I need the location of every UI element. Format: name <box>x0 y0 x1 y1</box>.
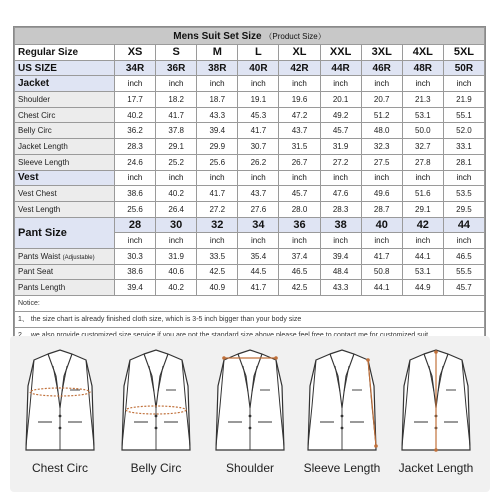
size-header-cell: XS <box>115 45 156 61</box>
us-size-cell: 50R <box>443 60 484 76</box>
measure-value: 29.1 <box>156 139 197 155</box>
measure-value: 43.3 <box>197 107 238 123</box>
measure-value: 27.8 <box>402 154 443 170</box>
measure-value: 45.7 <box>279 186 320 202</box>
pant-size-cell: 32 <box>197 217 238 233</box>
pant-size-cell: 42 <box>402 217 443 233</box>
table-row <box>15 92 485 108</box>
unit-cell: inch <box>115 233 156 249</box>
measure-value: 41.7 <box>156 107 197 123</box>
measure-value: 35.4 <box>238 248 279 264</box>
unit-cell: inch <box>443 233 484 249</box>
measure-value: 28.3 <box>320 201 361 217</box>
measure-value: 28.1 <box>443 154 484 170</box>
table-title-text: Mens Suit Set Size <box>173 30 262 42</box>
unit-cell: inch <box>156 76 197 92</box>
measure-value: 43.3 <box>320 280 361 296</box>
illustration-caption: Chest Circ <box>31 461 88 475</box>
unit-cell: inch <box>197 233 238 249</box>
measure-value: 31.9 <box>156 248 197 264</box>
size-header-cell: 4XL <box>402 45 443 61</box>
unit-cell: inch <box>279 170 320 186</box>
us-size-cell: 42R <box>279 60 320 76</box>
measure-value: 18.7 <box>197 92 238 108</box>
measure-value: 32.3 <box>361 139 402 155</box>
us-size-cell: 46R <box>361 60 402 76</box>
unit-cell: inch <box>156 170 197 186</box>
pant-size-cell: 28 <box>115 217 156 233</box>
measure-value: 27.6 <box>238 201 279 217</box>
measure-value: 25.2 <box>156 154 197 170</box>
measure-value: 21.9 <box>443 92 484 108</box>
regular-size-label: Regular Size <box>15 45 115 61</box>
table-row <box>15 248 485 264</box>
size-header-cell: S <box>156 45 197 61</box>
measure-value: 38.6 <box>115 186 156 202</box>
unit-cell: inch <box>279 233 320 249</box>
table-title <box>15 28 485 45</box>
pant-size-cell: 38 <box>320 217 361 233</box>
measure-value: 37.8 <box>156 123 197 139</box>
measure-value: 19.1 <box>238 92 279 108</box>
measure-label-text: Pant Seat <box>18 267 54 277</box>
notice-row <box>15 296 485 312</box>
measure-value: 41.7 <box>361 248 402 264</box>
pant-size-row <box>15 217 485 233</box>
jacket-chest-icon <box>20 346 100 458</box>
size-header-cell: 5XL <box>443 45 484 61</box>
measure-value: 28.0 <box>279 201 320 217</box>
measure-value: 43.7 <box>238 186 279 202</box>
measure-value: 40.2 <box>156 280 197 296</box>
measure-value: 49.2 <box>320 107 361 123</box>
unit-cell: inch <box>238 76 279 92</box>
size-header-cell: XL <box>279 45 320 61</box>
measure-value: 39.4 <box>320 248 361 264</box>
measure-value: 42.5 <box>197 264 238 280</box>
size-header-cell: 3XL <box>361 45 402 61</box>
vest-section-row <box>15 170 485 186</box>
unit-cell: inch <box>361 233 402 249</box>
unit-cell: inch <box>402 233 443 249</box>
measure-value: 26.2 <box>238 154 279 170</box>
measure-value: 43.7 <box>279 123 320 139</box>
measure-value: 38.6 <box>115 264 156 280</box>
unit-cell: inch <box>197 76 238 92</box>
measure-value: 24.6 <box>115 154 156 170</box>
measure-value: 29.1 <box>402 201 443 217</box>
measure-value: 29.9 <box>197 139 238 155</box>
jacket-sleeve-icon <box>302 346 382 458</box>
measure-label <box>15 248 115 264</box>
pant-size-cell: 36 <box>279 217 320 233</box>
unit-cell: inch <box>361 76 402 92</box>
measure-value: 47.6 <box>320 186 361 202</box>
measure-value: 44.1 <box>361 280 402 296</box>
unit-cell: inch <box>402 76 443 92</box>
notice-line-1: 1、 the size chart is already finished cloth size, which is 3-5 inch bigger than your body size <box>15 311 485 327</box>
measure-value: 20.1 <box>320 92 361 108</box>
measure-label <box>15 280 115 296</box>
measure-value: 55.5 <box>443 264 484 280</box>
measure-value: 18.2 <box>156 92 197 108</box>
measurement-illustrations <box>10 336 490 492</box>
measure-value: 52.0 <box>443 123 484 139</box>
unit-cell: inch <box>320 76 361 92</box>
measure-label-text: Pants Waist <box>18 251 61 261</box>
unit-cell: inch <box>238 170 279 186</box>
measure-value: 25.6 <box>197 154 238 170</box>
table-row <box>15 123 485 139</box>
illustration-caption: Sleeve Length <box>303 461 381 475</box>
measure-value: 31.5 <box>279 139 320 155</box>
measure-value: 36.2 <box>115 123 156 139</box>
jacket-length-icon <box>396 346 476 458</box>
measure-value: 48.0 <box>361 123 402 139</box>
measure-value: 41.7 <box>238 123 279 139</box>
illustration-caption: Belly Circ <box>130 461 182 475</box>
table-row <box>15 107 485 123</box>
measure-value: 44.9 <box>402 280 443 296</box>
measure-value: 44.1 <box>402 248 443 264</box>
measure-value: 27.2 <box>197 201 238 217</box>
measure-value: 39.4 <box>115 280 156 296</box>
us-size-row <box>15 60 485 76</box>
measure-value: 19.6 <box>279 92 320 108</box>
measure-value: 37.4 <box>279 248 320 264</box>
unit-cell: inch <box>115 170 156 186</box>
unit-cell: inch <box>443 170 484 186</box>
measure-value: 41.7 <box>238 280 279 296</box>
measure-value: 30.3 <box>115 248 156 264</box>
measure-value: 47.2 <box>279 107 320 123</box>
measure-value: 44.5 <box>238 264 279 280</box>
measure-value: 45.3 <box>238 107 279 123</box>
notice-label: Notice: <box>15 296 485 312</box>
illustration-caption: Shoulder <box>225 461 275 475</box>
unit-cell: inch <box>443 76 484 92</box>
us-size-cell: 44R <box>320 60 361 76</box>
measure-value: 45.7 <box>443 280 484 296</box>
regular-size-row <box>15 45 485 61</box>
measure-value: 53.1 <box>402 264 443 280</box>
measure-value: 40.6 <box>156 264 197 280</box>
measure-value: 41.7 <box>197 186 238 202</box>
unit-cell: inch <box>156 233 197 249</box>
measure-value: 27.5 <box>361 154 402 170</box>
pant-size-cell: 44 <box>443 217 484 233</box>
adjustable-note: (Adjustable) <box>62 254 95 261</box>
measure-value: 46.5 <box>443 248 484 264</box>
measure-value: 51.2 <box>361 107 402 123</box>
size-table-body <box>15 28 485 344</box>
unit-cell: inch <box>361 170 402 186</box>
measure-value: 40.9 <box>197 280 238 296</box>
measure-value: 27.2 <box>320 154 361 170</box>
measure-label: Chest Circ <box>15 107 115 123</box>
us-size-label: US SIZE <box>15 60 115 76</box>
unit-cell: inch <box>238 233 279 249</box>
unit-cell: inch <box>115 76 156 92</box>
measure-value: 50.8 <box>361 264 402 280</box>
us-size-cell: 48R <box>402 60 443 76</box>
unit-cell: inch <box>279 76 320 92</box>
unit-cell: inch <box>197 170 238 186</box>
table-row <box>15 139 485 155</box>
measure-value: 17.7 <box>115 92 156 108</box>
pant-size-cell: 40 <box>361 217 402 233</box>
measure-value: 29.5 <box>443 201 484 217</box>
pant-size-cell: 34 <box>238 217 279 233</box>
measure-value: 26.4 <box>156 201 197 217</box>
unit-cell: inch <box>320 170 361 186</box>
measure-label-text: Pants Length <box>18 283 66 293</box>
unit-cell: inch <box>320 233 361 249</box>
measure-value: 21.3 <box>402 92 443 108</box>
table-row <box>15 264 485 280</box>
measure-value: 46.5 <box>279 264 320 280</box>
measure-label: Sleeve Length <box>15 154 115 170</box>
measure-value: 49.6 <box>361 186 402 202</box>
measure-value: 26.7 <box>279 154 320 170</box>
jacket-section-row <box>15 76 485 92</box>
measure-value: 25.6 <box>115 201 156 217</box>
measure-value: 30.7 <box>238 139 279 155</box>
measure-value: 48.4 <box>320 264 361 280</box>
measure-value: 32.7 <box>402 139 443 155</box>
measure-value: 39.4 <box>197 123 238 139</box>
size-header-cell: M <box>197 45 238 61</box>
measure-label: Jacket Length <box>15 139 115 155</box>
pant-size-cell: 30 <box>156 217 197 233</box>
table-row <box>15 154 485 170</box>
table-row <box>15 186 485 202</box>
jacket-section-label: Jacket <box>15 76 115 92</box>
measure-value: 40.2 <box>115 107 156 123</box>
measure-value: 28.3 <box>115 139 156 155</box>
size-table-container <box>13 26 486 345</box>
title-row <box>15 28 485 45</box>
measure-value: 20.7 <box>361 92 402 108</box>
size-header-cell: XXL <box>320 45 361 61</box>
vest-section-label: Vest <box>15 170 115 186</box>
table-row <box>15 201 485 217</box>
measure-value: 51.6 <box>402 186 443 202</box>
notice-line-1-row <box>15 311 485 327</box>
measure-value: 50.0 <box>402 123 443 139</box>
measure-label: Vest Chest <box>15 186 115 202</box>
measure-value: 40.2 <box>156 186 197 202</box>
measure-value: 33.5 <box>197 248 238 264</box>
jacket-belly-icon <box>116 346 196 458</box>
us-size-cell: 34R <box>115 60 156 76</box>
measure-value: 28.7 <box>361 201 402 217</box>
us-size-cell: 36R <box>156 60 197 76</box>
illustration-caption: Jacket Length <box>398 461 474 475</box>
measure-value: 53.1 <box>402 107 443 123</box>
measure-value: 45.7 <box>320 123 361 139</box>
measure-value: 33.1 <box>443 139 484 155</box>
measure-value: 31.9 <box>320 139 361 155</box>
measure-label: Vest Length <box>15 201 115 217</box>
pant-size-label: Pant Size <box>15 217 115 248</box>
jacket-shoulder-icon <box>210 346 290 458</box>
table-row <box>15 280 485 296</box>
measure-value: 55.1 <box>443 107 484 123</box>
measure-value: 42.5 <box>279 280 320 296</box>
measure-value: 53.5 <box>443 186 484 202</box>
unit-cell: inch <box>402 170 443 186</box>
size-table <box>14 27 485 344</box>
us-size-cell: 40R <box>238 60 279 76</box>
us-size-cell: 38R <box>197 60 238 76</box>
measure-label: Shoulder <box>15 92 115 108</box>
size-header-cell: L <box>238 45 279 61</box>
measure-label <box>15 264 115 280</box>
measure-label: Belly Circ <box>15 123 115 139</box>
table-subtitle: （Product Size） <box>264 31 326 41</box>
